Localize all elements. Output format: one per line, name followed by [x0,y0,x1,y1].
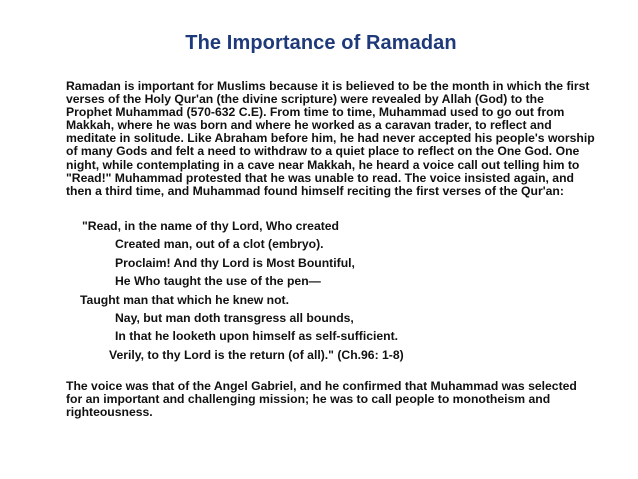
paragraph-line: night, while contemplating in a cave near Makkah, he heard a voice call out telling him to [66,157,580,172]
intro-paragraph [66,80,626,198]
paragraph-line: for an important and challenging mission; he was to call people to monotheism and [66,392,551,407]
verse-line: "Read, in the name of thy Lord, Who created [82,219,340,233]
verse-line: Created man, out of a clot (embryo). [115,237,324,252]
verse-line: Nay, but man doth transgress all bounds, [115,311,354,326]
paragraph-line: of many Gods and felt a need to withdraw to a quiet place to reflect on the One God. One [66,144,580,159]
paragraph-line: "Read!" Muhammad protested that he was unable to read. The voice insisted again, and [66,170,574,185]
verse-line: He Who taught the use of the pen— [115,274,321,289]
closing-paragraph [66,380,626,419]
paragraph-line: The voice was that of the Angel Gabriel, and he confirmed that Muhammad was selected [66,379,577,393]
paragraph-line: Makkah, where he was born and where he worked as a caravan trader, to reflect and [66,118,552,133]
paragraph-line: Ramadan is important for Muslims because it is believed to be the month in which the first [66,79,590,93]
slide-title-text: The Importance of Ramadan [185,32,457,54]
verse-line: In that he looketh upon himself as self-sufficient. [115,329,399,344]
slide-title [0,30,638,56]
verse-line: Verily, to thy Lord is the return (of all)." (Ch.96: 1-8) [109,347,404,362]
verse-line: Taught man that which he knew not. [80,292,289,307]
paragraph-line: righteousness. [66,405,153,420]
paragraph-line: Prophet Muhammad (570-632 C.E). From time to time, Muhammad used to go out from [66,105,565,120]
paragraph-line: then a third time, and Muhammad found himself reciting the first verses of the Qur'an: [66,183,564,198]
paragraph-line: meditate in solitude. Like Abraham before him, he had never accepted his people's worship [66,131,595,146]
verse-line: Proclaim! And thy Lord is Most Bountiful, [115,255,355,270]
paragraph-line: verses of the Holy Qur'an (the divine scripture) were revealed by Allah (God) to the [66,92,544,107]
quran-verse-block [66,217,626,364]
